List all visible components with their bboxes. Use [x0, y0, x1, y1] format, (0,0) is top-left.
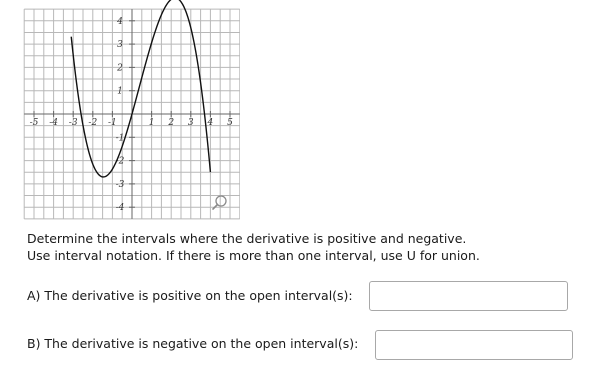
- graph-canvas: [0, 0, 240, 220]
- function-graph: [0, 0, 240, 220]
- x-tick-label: 1: [148, 118, 155, 128]
- x-tick-label: -2: [88, 118, 98, 128]
- part-b-label: B) The derivative is negative on the open interval(s):: [27, 336, 359, 351]
- x-tick-label: 3: [187, 118, 194, 128]
- instruction-line-2: Use interval notation. If there is more than one interval, use U for union.: [27, 248, 480, 263]
- graph-curve: [68, 0, 210, 177]
- instruction-line-1: Determine the intervals where the derivative is positive and negative.: [27, 231, 467, 246]
- y-tick-label: 2: [117, 63, 123, 74]
- magnifier-zoom-icon[interactable]: [208, 193, 230, 215]
- y-tick-label: -4: [115, 203, 125, 214]
- y-tick-label: -2: [115, 156, 125, 167]
- function-curve: [68, 0, 210, 177]
- x-tick-label: -1: [108, 118, 117, 128]
- part-b-answer-input[interactable]: [375, 330, 573, 360]
- x-tick-label: -5: [29, 118, 39, 128]
- part-a-answer-input[interactable]: [369, 281, 568, 311]
- y-tick-label: 3: [117, 40, 123, 51]
- x-tick-label: 5: [227, 118, 233, 128]
- x-tick-label: -4: [49, 118, 58, 128]
- x-tick-label: 4: [207, 118, 214, 128]
- y-tick-label: 1: [117, 86, 123, 97]
- y-tick-label: -1: [115, 133, 125, 144]
- x-tick-label: 2: [168, 118, 175, 128]
- part-a-label: A) The derivative is positive on the open interval(s):: [27, 288, 353, 303]
- y-tick-label: 4: [117, 16, 123, 27]
- x-tick-label: -3: [68, 118, 78, 128]
- y-tick-label: -3: [115, 179, 125, 190]
